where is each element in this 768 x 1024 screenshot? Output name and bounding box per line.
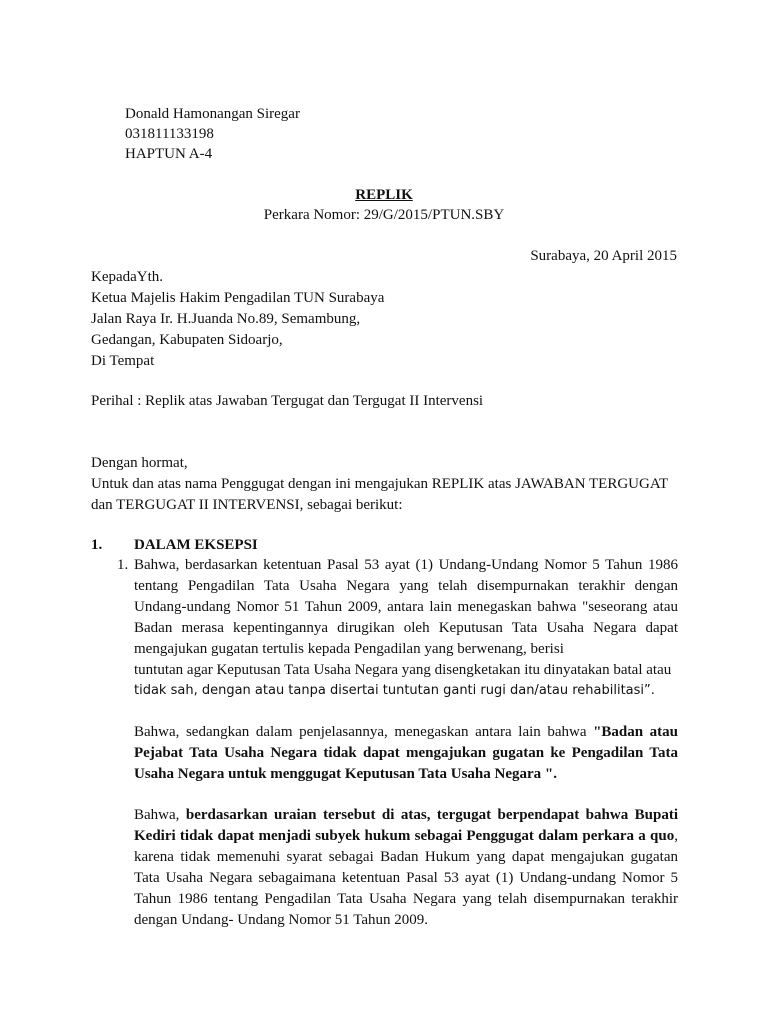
- conclusion-bold: berdasarkan uraian tersebut di atas, tergugat berpendapat bahwa Bupati Kediri tidak dapat menjadi subyek hukum sebagai Penggugat dalam perkara a quo: [134, 807, 679, 844]
- recipient-salutation: KepadaYth.: [91, 269, 164, 285]
- conclusion-lead: Bahwa,: [134, 807, 186, 823]
- section-title: DALAM EKSEPSI: [134, 537, 258, 553]
- greeting: Dengan hormat,: [91, 455, 188, 471]
- conclusion-rest: , karena tidak memenuhi syarat sebagai Badan Hukum yang dapat mengajukan gugatan Tata Usaha Negara sebagaimana ketentuan Pasal 53 ayat (1) Undang-undang Nomor 5 Tahun 1986 tentang Pengadilan Tata Usaha Negara yang telah disempurnakan terakhir dengan Undang- Undang Nomor 51 Tahun 2009.: [134, 828, 678, 928]
- item-number: 1.: [117, 557, 129, 573]
- section-number: 1.: [91, 537, 103, 553]
- sender-class: HAPTUN A-4: [125, 146, 213, 162]
- paragraph-explanation: [134, 722, 678, 785]
- place-date: Surabaya, 20 April 2015: [530, 248, 677, 264]
- sender-id: 031811133198: [125, 126, 214, 142]
- case-number: Perkara Nomor: 29/G/2015/PTUN.SBY: [263, 207, 505, 223]
- recipient-address-2: Gedangan, Kabupaten Sidoarjo,: [91, 332, 283, 348]
- recipient-title: Ketua Majelis Hakim Pengadilan TUN Surabaya: [91, 290, 385, 306]
- item-line-b: tidak sah, dengan atau tanpa disertai tuntutan ganti rugi dan/atau rehabilitasi”.: [134, 683, 655, 698]
- explanation-bold: "Badan atau Pejabat Tata Usaha Negara tidak dapat mengajukan gugatan ke Pengadilan Tata Usaha Negara untuk menggugat Keputusan Tata Usaha Negara ".: [134, 724, 678, 782]
- recipient-location: Di Tempat: [91, 353, 155, 369]
- paragraph-conclusion: [134, 805, 678, 931]
- subject-line: Perihal : Replik atas Jawaban Tergugat dan Tergugat II Intervensi: [91, 393, 484, 409]
- recipient-address-1: Jalan Raya Ir. H.Juanda No.89, Semambung,: [91, 311, 361, 327]
- sender-name: Donald Hamonangan Siregar: [125, 106, 300, 122]
- explanation-lead: Bahwa, sedangkan dalam penjelasannya, menegaskan antara lain bahwa: [134, 724, 594, 740]
- item-paragraph: Bahwa, berdasarkan ketentuan Pasal 53 ayat (1) Undang-Undang Nomor 5 Tahun 1986 tentang Pengadilan Tata Usaha Negara yang telah disempurnakan terakhir dengan Undang-undang Nomor 51 Tahun 2009, antara lain menegaskan bahwa "seseorang atau Badan merasa kepentingannya dirugikan oleh Keputusan Tata Usaha Negara dapat mengajukan gugatan tertulis kepada Pengadilan yang berwenang, berisi: [134, 557, 678, 657]
- intro-line-2: dan TERGUGAT II INTERVENSI, sebagai berikut:: [91, 497, 403, 513]
- intro-line-1: Untuk dan atas nama Penggugat dengan ini mengajukan REPLIK atas JAWABAN TERGUGAT: [91, 476, 669, 492]
- document-title: REPLIK: [355, 187, 413, 203]
- item-line-a: tuntutan agar Keputusan Tata Usaha Negara yang disengketakan itu dinyatakan batal atau: [134, 662, 672, 678]
